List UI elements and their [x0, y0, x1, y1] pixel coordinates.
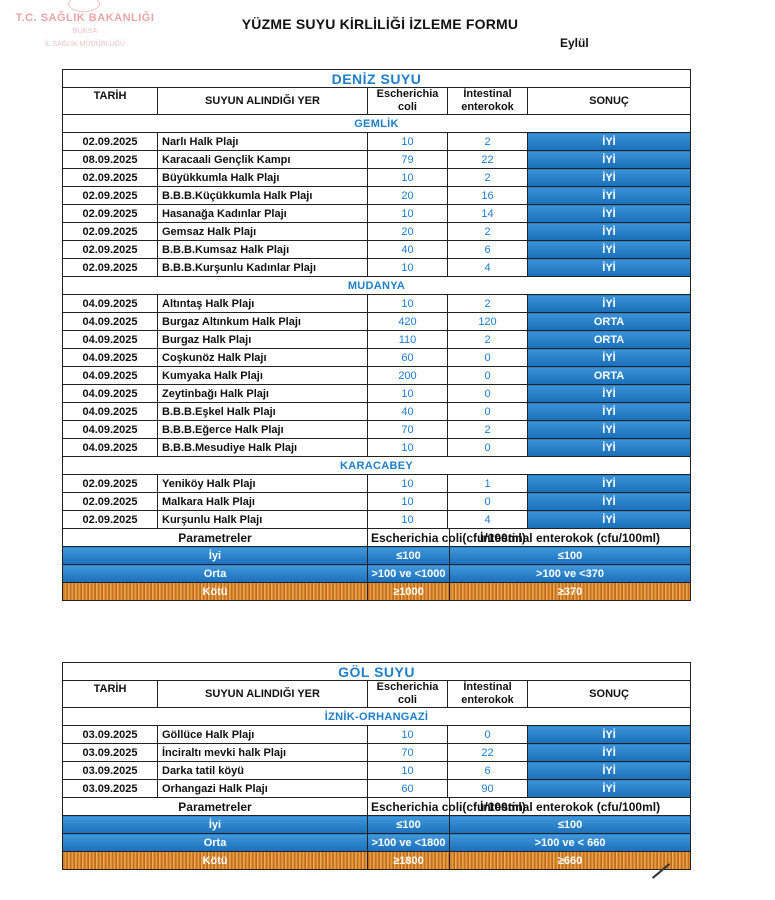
sample-date: 02.09.2025 — [63, 259, 158, 277]
ecoli-value: 110 — [368, 331, 448, 349]
ecoli-value: 70 — [368, 421, 448, 439]
sample-place: Burgaz Halk Plajı — [158, 331, 368, 349]
ecoli-value: 70 — [368, 744, 448, 762]
table-row — [63, 475, 691, 493]
entero-value: 2 — [448, 421, 528, 439]
ecoli-value: 10 — [368, 385, 448, 403]
table-row — [63, 726, 691, 744]
ecoli-value: 10 — [368, 205, 448, 223]
sea-water-table — [62, 69, 691, 601]
col-entero-header — [448, 88, 528, 115]
ecoli-value: 20 — [368, 187, 448, 205]
section-title: GÖL SUYU — [63, 663, 691, 681]
col-ecoli-header — [368, 88, 448, 115]
table-row — [63, 313, 691, 331]
result-badge: İYİ — [528, 744, 691, 762]
logo-line2: BURSA — [72, 28, 98, 35]
group-header-row — [63, 457, 691, 475]
result-badge: İYİ — [528, 205, 691, 223]
sample-place: Coşkunöz Halk Plajı — [158, 349, 368, 367]
table-row — [63, 241, 691, 259]
sample-place: B.B.B.Mesudiye Halk Plajı — [158, 439, 368, 457]
result-badge: İYİ — [528, 385, 691, 403]
sample-place: Hasanağa Kadınlar Plajı — [158, 205, 368, 223]
ecoli-value: 40 — [368, 403, 448, 421]
ecoli-value: 79 — [368, 151, 448, 169]
group-header-row — [63, 115, 691, 133]
col-entero-line2: enterokok — [461, 101, 514, 113]
table-row — [63, 493, 691, 511]
sample-date: 02.09.2025 — [63, 475, 158, 493]
table-row — [63, 762, 691, 780]
result-badge: İYİ — [528, 169, 691, 187]
entero-value: 22 — [448, 744, 528, 762]
table-row — [63, 295, 691, 313]
sample-date: 02.09.2025 — [63, 493, 158, 511]
sample-place: Göllüce Halk Plajı — [158, 726, 368, 744]
entero-value: 14 — [448, 205, 528, 223]
table-row — [63, 169, 691, 187]
table-row — [63, 133, 691, 151]
logo-line3: İL SAĞLIK MÜDÜRLÜĞÜ — [44, 41, 126, 48]
ecoli-value: 40 — [368, 241, 448, 259]
sample-date: 04.09.2025 — [63, 403, 158, 421]
col-entero-line2: enterokok — [461, 694, 514, 706]
sample-date: 04.09.2025 — [63, 313, 158, 331]
group-name: GEMLİK — [63, 115, 691, 133]
param-ecoli-range: >100 ve <1000 — [368, 565, 450, 583]
entero-value: 0 — [448, 385, 528, 403]
param-row — [63, 547, 691, 565]
ecoli-value: 10 — [368, 259, 448, 277]
sample-date: 04.09.2025 — [63, 331, 158, 349]
table-row — [63, 205, 691, 223]
sample-place: Yeniköy Halk Plajı — [158, 475, 368, 493]
param-row — [63, 816, 691, 834]
sample-date: 02.09.2025 — [63, 241, 158, 259]
col-entero-header — [448, 681, 528, 708]
param-entero-range: >100 ve < 660 — [450, 834, 691, 852]
sample-place: İnciraltı mevki halk Plajı — [158, 744, 368, 762]
sample-place: Narlı Halk Plajı — [158, 133, 368, 151]
result-badge: İYİ — [528, 349, 691, 367]
sample-place: B.B.B.Küçükkumla Halk Plajı — [158, 187, 368, 205]
sample-date: 04.09.2025 — [63, 439, 158, 457]
sample-date: 02.09.2025 — [63, 187, 158, 205]
sample-date: 02.09.2025 — [63, 223, 158, 241]
logo-line1: T.C. SAĞLIK BAKANLIĞI — [15, 12, 155, 24]
result-badge: İYİ — [528, 780, 691, 798]
sample-place: Karacaali Gençlik Kampı — [158, 151, 368, 169]
sample-date: 04.09.2025 — [63, 295, 158, 313]
entero-value: 120 — [448, 313, 528, 331]
col-entero-line1: İntestinal — [463, 681, 512, 693]
param-level: Kötü — [63, 583, 368, 601]
entero-value: 90 — [448, 780, 528, 798]
table-row — [63, 511, 691, 529]
seal-icon — [68, 0, 100, 12]
entero-value: 2 — [448, 223, 528, 241]
table-row — [63, 403, 691, 421]
table-row — [63, 331, 691, 349]
param-label-header: Parametreler — [63, 798, 368, 816]
sample-place: Burgaz Altınkum Halk Plajı — [158, 313, 368, 331]
param-ecoli-header: Escherichia coli(cfu/100ml) — [368, 529, 450, 547]
result-badge: İYİ — [528, 403, 691, 421]
sample-place: Darka tatil köyü — [158, 762, 368, 780]
ecoli-value: 10 — [368, 295, 448, 313]
sample-date: 08.09.2025 — [63, 151, 158, 169]
param-entero-range: ≤100 — [450, 816, 691, 834]
result-badge: ORTA — [528, 331, 691, 349]
entero-value: 0 — [448, 367, 528, 385]
sample-date: 04.09.2025 — [63, 421, 158, 439]
result-badge: İYİ — [528, 475, 691, 493]
result-badge: İYİ — [528, 295, 691, 313]
entero-value: 0 — [448, 726, 528, 744]
entero-value: 2 — [448, 133, 528, 151]
param-header-row — [63, 798, 691, 816]
entero-value: 2 — [448, 295, 528, 313]
param-header-row — [63, 529, 691, 547]
ecoli-value: 10 — [368, 726, 448, 744]
ecoli-value: 10 — [368, 475, 448, 493]
sample-place: Gemsaz Halk Plajı — [158, 223, 368, 241]
result-badge: İYİ — [528, 439, 691, 457]
sample-place: B.B.B.Kurşunlu Kadınlar Plajı — [158, 259, 368, 277]
param-entero-range: >100 ve <370 — [450, 565, 691, 583]
param-row — [63, 834, 691, 852]
entero-value: 2 — [448, 169, 528, 187]
ecoli-value: 20 — [368, 223, 448, 241]
sample-place: Altıntaş Halk Plajı — [158, 295, 368, 313]
table-row — [63, 223, 691, 241]
param-level: Orta — [63, 565, 368, 583]
column-header-row — [63, 681, 691, 708]
ecoli-value: 10 — [368, 493, 448, 511]
sample-date: 02.09.2025 — [63, 169, 158, 187]
lake-water-table — [62, 662, 691, 870]
col-ecoli-line2: coli — [398, 694, 417, 706]
param-row — [63, 852, 691, 870]
table-row — [63, 780, 691, 798]
table-row — [63, 367, 691, 385]
ecoli-value: 10 — [368, 762, 448, 780]
result-badge: İYİ — [528, 511, 691, 529]
sample-place: Orhangazi Halk Plajı — [158, 780, 368, 798]
ecoli-value: 60 — [368, 780, 448, 798]
sample-date: 02.09.2025 — [63, 133, 158, 151]
entero-value: 6 — [448, 762, 528, 780]
ecoli-value: 10 — [368, 439, 448, 457]
table-row — [63, 349, 691, 367]
section-title: DENİZ SUYU — [63, 70, 691, 88]
sample-date: 03.09.2025 — [63, 762, 158, 780]
entero-value: 0 — [448, 439, 528, 457]
column-header-row — [63, 88, 691, 115]
result-badge: İYİ — [528, 762, 691, 780]
group-header-row — [63, 277, 691, 295]
param-ecoli-range: ≤100 — [368, 816, 450, 834]
param-ecoli-range: ≤100 — [368, 547, 450, 565]
ecoli-value: 200 — [368, 367, 448, 385]
sample-date: 03.09.2025 — [63, 780, 158, 798]
result-badge: İYİ — [528, 259, 691, 277]
sample-date: 03.09.2025 — [63, 744, 158, 762]
col-ecoli-line1: Escherichia — [376, 681, 439, 693]
param-entero-header: İntestinal enterokok (cfu/100ml) — [450, 529, 691, 547]
sample-place: B.B.B.Eşkel Halk Plajı — [158, 403, 368, 421]
table-row — [63, 187, 691, 205]
group-header-row — [63, 708, 691, 726]
sample-place: Büyükkumla Halk Plajı — [158, 169, 368, 187]
col-ecoli-line1: Escherichia — [376, 88, 439, 100]
report-month: Eylül — [560, 36, 589, 50]
ecoli-value: 10 — [368, 511, 448, 529]
sample-place: B.B.B.Kumsaz Halk Plajı — [158, 241, 368, 259]
entero-value: 2 — [448, 331, 528, 349]
param-row — [63, 583, 691, 601]
section-title-row — [63, 663, 691, 681]
entero-value: 1 — [448, 475, 528, 493]
col-result-header: SONUÇ — [528, 681, 691, 708]
param-level: Orta — [63, 834, 368, 852]
entero-value: 4 — [448, 511, 528, 529]
result-badge: İYİ — [528, 187, 691, 205]
entero-value: 16 — [448, 187, 528, 205]
table-row — [63, 744, 691, 762]
param-ecoli-range: ≥1800 — [368, 852, 450, 870]
ecoli-value: 60 — [368, 349, 448, 367]
col-place-header: SUYUN ALINDIĞI YER — [158, 681, 368, 708]
ministry-logo — [10, 8, 160, 51]
table-row — [63, 385, 691, 403]
sample-date: 02.09.2025 — [63, 205, 158, 223]
col-date-header: TARİH — [63, 681, 158, 708]
col-result-header: SONUÇ — [528, 88, 691, 115]
param-label-header: Parametreler — [63, 529, 368, 547]
entero-value: 4 — [448, 259, 528, 277]
result-badge: İYİ — [528, 151, 691, 169]
entero-value: 0 — [448, 349, 528, 367]
result-badge: İYİ — [528, 421, 691, 439]
param-entero-range: ≤100 — [450, 547, 691, 565]
col-place-header: SUYUN ALINDIĞI YER — [158, 88, 368, 115]
col-ecoli-header — [368, 681, 448, 708]
param-level: İyi — [63, 547, 368, 565]
sample-date: 04.09.2025 — [63, 367, 158, 385]
entero-value: 0 — [448, 403, 528, 421]
sample-date: 02.09.2025 — [63, 511, 158, 529]
param-ecoli-range: ≥1000 — [368, 583, 450, 601]
result-badge: ORTA — [528, 313, 691, 331]
ecoli-value: 420 — [368, 313, 448, 331]
sample-place: Kumyaka Halk Plajı — [158, 367, 368, 385]
param-entero-range: ≥370 — [450, 583, 691, 601]
param-entero-header: İntestinal enterokok (cfu/100ml) — [450, 798, 691, 816]
sample-place: Zeytinbağı Halk Plajı — [158, 385, 368, 403]
table-row — [63, 421, 691, 439]
result-badge: İYİ — [528, 133, 691, 151]
col-ecoli-line2: coli — [398, 101, 417, 113]
result-badge: İYİ — [528, 241, 691, 259]
table-row — [63, 439, 691, 457]
param-row — [63, 565, 691, 583]
param-level: Kötü — [63, 852, 368, 870]
result-badge: ORTA — [528, 367, 691, 385]
ecoli-value: 10 — [368, 169, 448, 187]
result-badge: İYİ — [528, 726, 691, 744]
table-row — [63, 259, 691, 277]
param-entero-range: ≥660 — [450, 852, 691, 870]
section-title-row — [63, 70, 691, 88]
sample-date: 04.09.2025 — [63, 385, 158, 403]
result-badge: İYİ — [528, 223, 691, 241]
entero-value: 22 — [448, 151, 528, 169]
ecoli-value: 10 — [368, 133, 448, 151]
result-badge: İYİ — [528, 493, 691, 511]
param-level: İyi — [63, 816, 368, 834]
group-name: İZNİK-ORHANGAZİ — [63, 708, 691, 726]
group-name: MUDANYA — [63, 277, 691, 295]
sample-date: 03.09.2025 — [63, 726, 158, 744]
param-ecoli-range: >100 ve <1800 — [368, 834, 450, 852]
entero-value: 6 — [448, 241, 528, 259]
sample-date: 04.09.2025 — [63, 349, 158, 367]
sample-place: Malkara Halk Plajı — [158, 493, 368, 511]
page-title: YÜZME SUYU KİRLİLİĞİ İZLEME FORMU — [241, 16, 519, 32]
group-name: KARACABEY — [63, 457, 691, 475]
col-date-header: TARİH — [63, 88, 158, 115]
table-row — [63, 151, 691, 169]
param-ecoli-header: Escherichia coli(cfu/100ml) — [368, 798, 450, 816]
entero-value: 0 — [448, 493, 528, 511]
sample-place: Kurşunlu Halk Plajı — [158, 511, 368, 529]
col-entero-line1: İntestinal — [463, 88, 512, 100]
sample-place: B.B.B.Eğerce Halk Plajı — [158, 421, 368, 439]
